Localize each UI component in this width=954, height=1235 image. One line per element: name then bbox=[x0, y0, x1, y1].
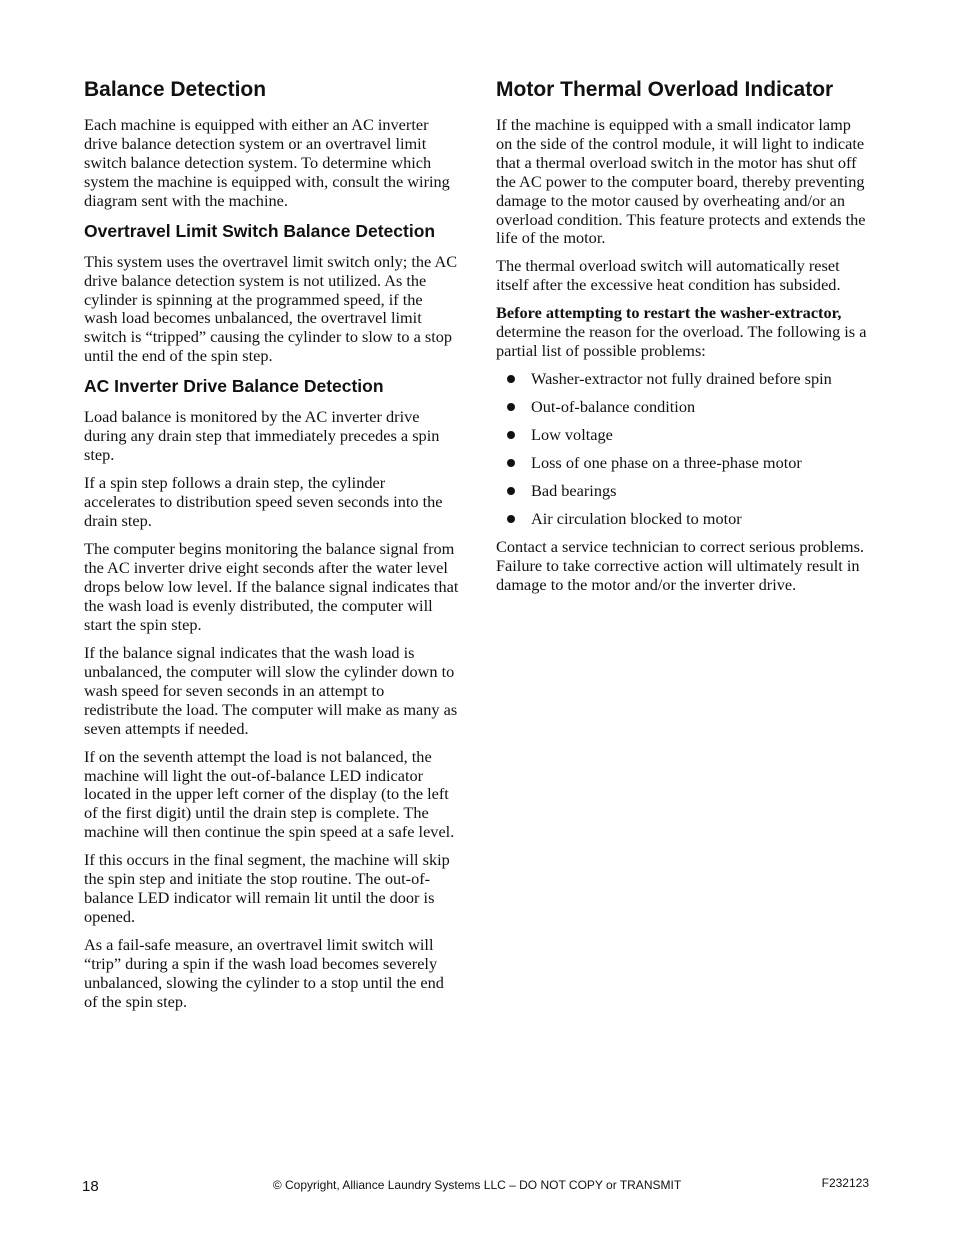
list-item-text: Bad bearings bbox=[531, 480, 617, 500]
bullet-icon bbox=[507, 375, 515, 383]
inverter-paragraph: Load balance is monitored by the AC inverter drive during any drain step that immediately precedes a spin step. bbox=[84, 407, 440, 465]
balance-detection-heading: Balance Detection bbox=[84, 78, 267, 101]
right-column bbox=[496, 76, 868, 604]
inverter-paragraph: The computer begins monitoring the balance signal from the AC inverter drive eight seconds after the water level drops below low level. If the balance signal indicates that the wash load is evenly distributed, the computer will start the spin step. bbox=[84, 539, 459, 634]
copyright-notice: © Copyright, Alliance Laundry Systems LLC – DO NOT COPY or TRANSMIT bbox=[272, 1178, 682, 1192]
list-item-text: Air circulation blocked to motor bbox=[531, 508, 742, 528]
balance-detection-intro: Each machine is equipped with either an AC inverter drive balance detection system or an overtravel limit switch balance detection system. To determine which system the machine is equipped with, consult the wiring diagram sent with the machine. bbox=[84, 115, 450, 210]
overtravel-paragraph: This system uses the overtravel limit switch only; the AC drive balance detection system is not utilized. As the cylinder is spinning at the programmed speed, if the wash load becomes unbalanced, the overtravel limit switch is “tripped” causing the cylinder to slow to a stop until the end of the spin step. bbox=[84, 251, 458, 366]
list-item bbox=[496, 398, 868, 417]
inverter-heading: AC Inverter Drive Balance Detection bbox=[84, 376, 384, 397]
page-number: 18 bbox=[82, 1178, 99, 1195]
inverter-paragraph: If the balance signal indicates that the wash load is unbalanced, the computer will slow the cylinder down to wash speed for seven seconds in an attempt to redistribute the load. The computer will make as many as seven attempts if needed. bbox=[84, 642, 458, 738]
problem-list bbox=[496, 370, 868, 529]
overtravel-heading: Overtravel Limit Switch Balance Detection bbox=[84, 220, 436, 241]
inverter-paragraph: If this occurs in the final segment, the machine will skip the spin step and initiate the stop routine. The out-of-balance LED indicator will remain lit until the door is opened. bbox=[84, 850, 450, 927]
bullet-icon bbox=[507, 515, 515, 523]
page-footer bbox=[0, 1176, 954, 1196]
list-item-text: Low voltage bbox=[531, 424, 613, 444]
restart-lead: Before attempting to restart the washer-extractor, bbox=[496, 303, 842, 323]
inverter-paragraph: If on the seventh attempt the load is not balanced, the machine will light the out-of-balance LED indicator located in the upper left corner of the display (to the left of the first digit) until the drain step is complete. The machine will then continue the spin speed at a safe level. bbox=[84, 746, 455, 842]
list-item bbox=[496, 510, 868, 529]
list-item-text: Loss of one phase on a three-phase motor bbox=[531, 452, 802, 472]
list-item bbox=[496, 482, 868, 501]
list-item-text: Washer-extractor not fully drained before spin bbox=[531, 368, 832, 388]
left-column bbox=[84, 76, 460, 1021]
list-item bbox=[496, 370, 868, 389]
motor-overload-heading: Motor Thermal Overload Indicator bbox=[496, 78, 834, 101]
bullet-icon bbox=[507, 487, 515, 495]
restart-paragraph bbox=[496, 304, 868, 361]
bullet-icon bbox=[507, 431, 515, 439]
closing-paragraph: Contact a service technician to correct serious problems. Failure to take corrective action will ultimately result in damage to the motor and/or the inverter drive. bbox=[496, 536, 864, 594]
inverter-paragraph: As a fail-safe measure, an overtravel limit switch will “trip” during a spin if the wash load becomes severely unbalanced, slowing the cylinder to a stop until the end of the spin step. bbox=[84, 935, 444, 1011]
bullet-icon bbox=[507, 459, 515, 467]
restart-rest: determine the reason for the overload. The following is a partial list of possible problems: bbox=[496, 322, 867, 360]
inverter-paragraph: If a spin step follows a drain step, the cylinder accelerates to distribution speed seven seconds into the drain step. bbox=[84, 473, 443, 531]
motor-overload-paragraph: The thermal overload switch will automatically reset itself after the excessive heat condition has subsided. bbox=[496, 256, 841, 295]
list-item-text: Out-of-balance condition bbox=[531, 396, 696, 416]
list-item bbox=[496, 426, 868, 445]
document-code: F232123 bbox=[821, 1176, 869, 1190]
list-item bbox=[496, 454, 868, 473]
motor-overload-paragraph: If the machine is equipped with a small indicator lamp on the side of the control module, it will light to indicate that a thermal overload switch in the motor has shut off the AC power to the computer board, thereby preventing damage to the motor caused by overheating and/or an overload condition. This feature protects and extends the life of the motor. bbox=[496, 115, 866, 248]
bullet-icon bbox=[507, 403, 515, 411]
